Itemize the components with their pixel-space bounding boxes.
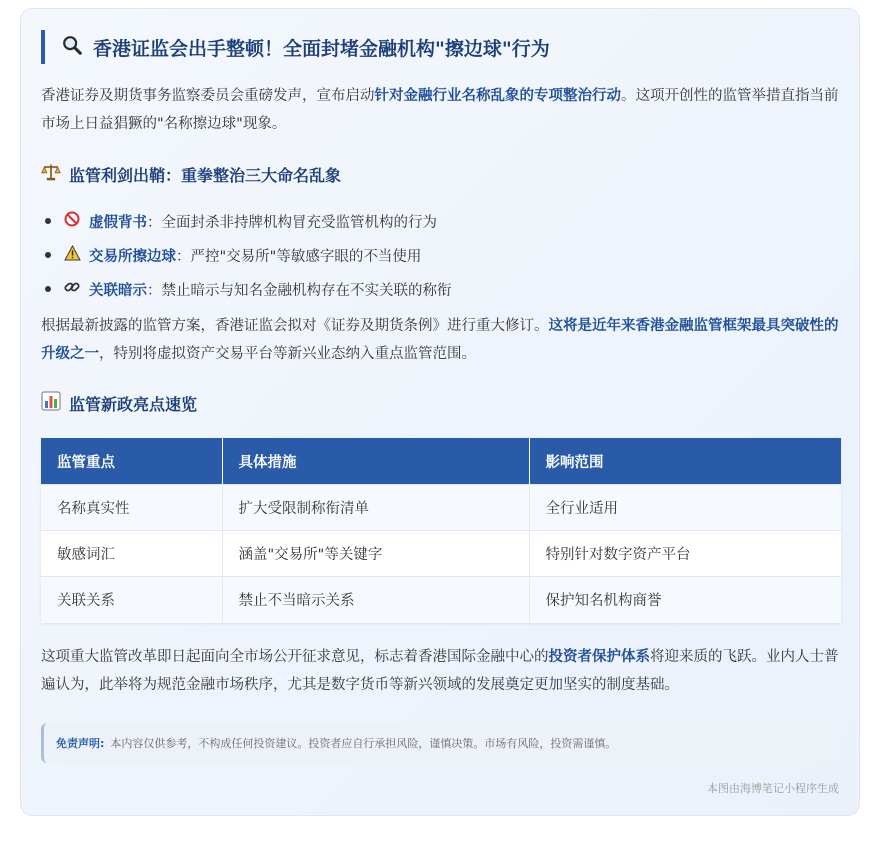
section-heading-highlights: 监管新政亮点速览 <box>41 391 197 415</box>
table-cell: 禁止不当暗示关系 <box>222 577 529 623</box>
table-cell: 特别针对数字资产平台 <box>529 531 841 577</box>
table-header-row <box>41 438 841 485</box>
table-cell: 名称真实性 <box>41 485 222 531</box>
list-item: 交易所擦边球 ：严控"交易所"等敏感字眼的不当使用 <box>41 238 452 272</box>
warning-icon <box>63 245 81 265</box>
table-row <box>41 531 841 577</box>
table-header: 影响范围 <box>529 438 841 485</box>
balance-scale-icon <box>41 162 61 186</box>
table-header: 具体措施 <box>222 438 529 485</box>
conclusion-emphasis: 投资者保护体系 <box>548 649 650 665</box>
list-item: 虚假背书 ：全面封杀非持牌机构冒充受监管机构的行为 <box>41 204 452 238</box>
section-heading-regulation: 监管利剑出鞘：重拳整治三大命名乱象 <box>41 162 341 186</box>
table-row <box>41 485 841 531</box>
table-cell: 保护知名机构商誉 <box>529 577 841 623</box>
bar-chart-icon <box>41 391 61 415</box>
table-cell: 全行业适用 <box>529 485 841 531</box>
highlights-table <box>41 438 841 623</box>
reform-emphasis: 这将是近年来香港金融监管框架最具突破性的升级之一 <box>41 318 839 362</box>
link-icon <box>63 279 81 299</box>
article-card <box>20 8 860 816</box>
prohibited-icon <box>63 211 81 231</box>
conclusion-paragraph: 这项重大监管改革即日起面向全市场公开征求意见，标志着香港国际金融中心的投资者保护体系将迎来质的飞跃。业内人士普遍认为，此举将为规范金融市场秩序，尤其是数字货币等新兴领域的发展奠定更加坚实的制度基础。 <box>41 649 839 693</box>
title-text: 香港证监会出手整顿！全面封堵金融机构"擦边球"行为 <box>93 37 550 60</box>
table-cell: 扩大受限制称衔清单 <box>222 485 529 531</box>
disclaimer-label: 免责声明: <box>56 737 105 750</box>
list-item: 关联暗示 ：禁止暗示与知名金融机构存在不实关联的称衔 <box>41 272 452 306</box>
table-header: 监管重点 <box>41 438 222 485</box>
table-cell: 关联关系 <box>41 577 222 623</box>
footer-credit: 本图由海博笔记小程序生成 <box>707 782 839 795</box>
bullet-dot <box>45 218 51 224</box>
table-cell: 敏感词汇 <box>41 531 222 577</box>
intro-paragraph: 香港证券及期货事务监察委员会重磅发声，宣布启动针对金融行业名称乱象的专项整治行动。这项开创性的监管举措直指当前市场上日益猖獗的"名称擦边球"现象。 <box>41 88 839 132</box>
table-cell: 涵盖"交易所"等关键字 <box>222 531 529 577</box>
intro-emphasis: 针对金融行业名称乱象的专项整治行动 <box>374 88 621 104</box>
disclaimer-box <box>41 723 841 763</box>
magnifier-icon <box>61 34 83 61</box>
regulation-list <box>41 204 452 306</box>
table-row <box>41 577 841 623</box>
bullet-dot <box>45 252 51 258</box>
reform-paragraph: 根据最新披露的监管方案，香港证监会拟对《证券及期货条例》进行重大修订。这将是近年来香港金融监管框架最具突破性的升级之一，特别将虚拟资产交易平台等新兴业态纳入重点监管范围。 <box>41 318 839 362</box>
article-title <box>41 30 550 64</box>
bullet-dot <box>45 286 51 292</box>
disclaimer-text: 本内容仅供参考，不构成任何投资建议。投资者应自行承担风险，谨慎决策。市场有风险，投资需谨慎。 <box>110 737 617 750</box>
